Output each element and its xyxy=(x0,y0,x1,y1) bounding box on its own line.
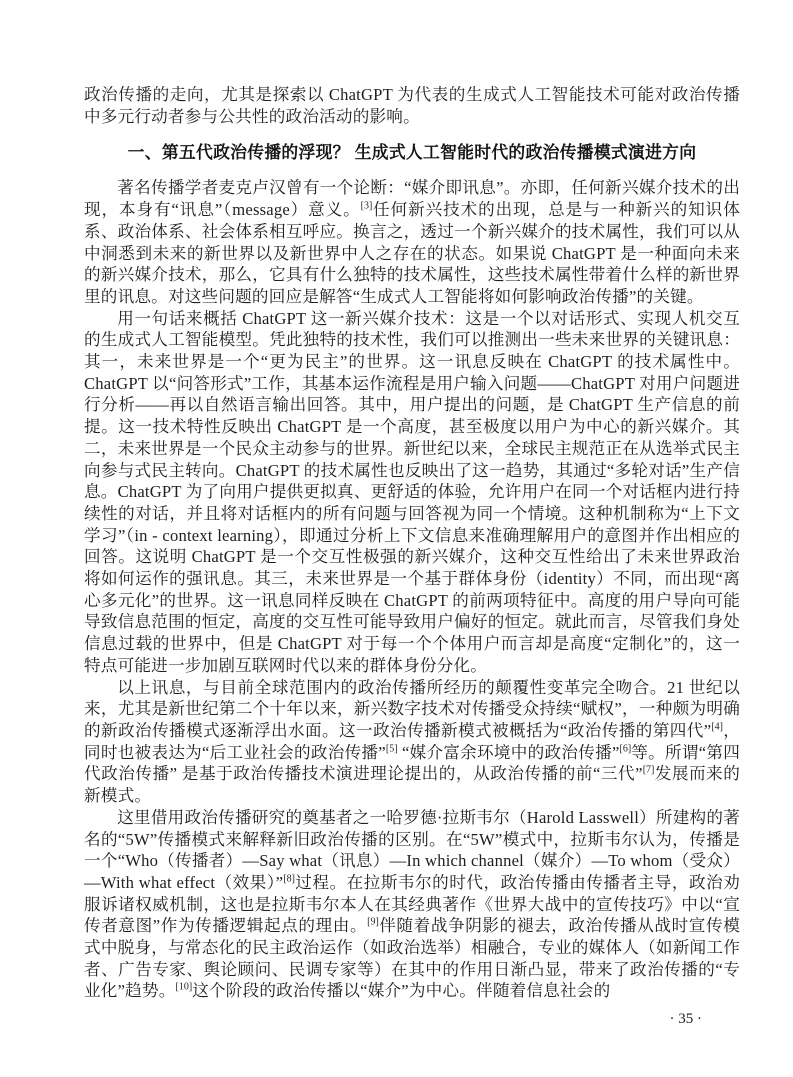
footnote-ref: [3] xyxy=(360,200,373,212)
paragraph: 用一句话来概括 ChatGPT 这一新兴媒介技术：这是一个以对话形式、实现人机交互的生成式人工智能模型。凭此独特的技术性，我们可以推测出一些未来世界的关键讯息：其一，未来世界是一个“更为民主”的世界。这一讯息反映在 ChatGPT 的技术属性中。ChatGPT 以“问答形式”工作，其基本运作流程是用户输入问题——ChatGPT 对用户问题进行分析——再以自然语言输出回答。其中，用户提出的问题，是 ChatGPT 生产信息的前提。这一技术特性反映出 ChatGPT 是一个高度，甚至极度以用户为中心的新兴媒介。其二，未来世界是一个民众主动参与的世界。新世纪以来，全球民主规范正在从选举式民主向参与式民主转向。ChatGPT 的技术属性也反映出了这一趋势，其通过“多轮对话”生产信息。ChatGPT 为了向用户提供更拟真、更舒适的体验，允许用户在同一个对话框内进行持续性的对话，并且将对话框内的所有问题与回答视为同一个情境。这种机制称为“上下文学习”（in - context learning），即通过分析上下文信息来准确理解用户的意图并作出相应的回答。这说明 ChatGPT 是一个交互性极强的新兴媒介，这种交互性给出了未来世界政治将如何运作的强讯息。其三，未来世界是一个基于群体身份（identity）不同，而出现“离心多元化”的世界。这一讯息同样反映在 ChatGPT 的前两项特征中。高度的用户导向可能导致信息范围的恒定，高度的交互性可能导致用户偏好的恒定。就此而言，尽管我们身处信息过载的世界中，但是 ChatGPT 对于每一个个体用户而言却是高度“定制化”的，这一特点可能进一步加剧互联网时代以来的群体身份分化。 xyxy=(84,308,740,675)
paragraph: 著名传播学者麦克卢汉曾有一个论断：“媒介即讯息”。亦即，任何新兴媒介技术的出现，本身有“讯息”（message）意义。[3]任何新兴技术的出现，总是与一种新兴的知识体系、政治体系、社会体系相互呼应。换言之，透过一个新兴媒介的技术属性，我们可以从中洞悉到未来的新世界以及新世界中人之存在的状态。如果说 ChatGPT 是一种面向未来的新兴媒介技术，那么，它具有什么独特的技术属性，这些技术属性带着什么样的新世界里的讯息。对这些问题的回应是解答“生成式人工智能将如何影响政治传播”的关键。 xyxy=(84,178,740,306)
footnote-ref: [4] xyxy=(711,721,723,733)
body-paragraphs xyxy=(84,177,740,1002)
page-number: · 35 · xyxy=(669,1011,702,1028)
footnote-ref: [10] xyxy=(175,981,193,993)
footnote-ref: [5] xyxy=(385,743,398,755)
paragraph: 以上讯息，与目前全球范围内的政治传播所经历的颠覆性变革完全吻合。21 世纪以来，尤其是新世纪第二个十年以来，新兴数字技术对传播受众持续“赋权”，一种颇为明确的新政治传播模式逐渐浮出水面。这一政治传播新模式被概括为“政治传播的第四代”[4]，同时也被表达为“后工业社会的政治传播”[5] “媒介富余环境中的政治传播”[6]等。所谓“第四代政治传播” 是基于政治传播技术演进理论提出的，从政治传播的前“三代”[7]发展而来的新模式。 xyxy=(84,677,741,806)
intro-continuation-paragraph: 政治传播的走向，尤其是探索以 ChatGPT 为代表的生成式人工智能技术可能对政治传播中多元行动者参与公共性的政治活动的影响。 xyxy=(84,85,740,126)
footnote-ref: [9] xyxy=(367,916,379,928)
footnote-ref: [8] xyxy=(283,873,295,885)
footnote-ref: [6] xyxy=(619,743,632,755)
footnote-ref: [7] xyxy=(642,764,655,776)
paragraph: 这里借用政治传播研究的奠基者之一哈罗德·拉斯韦尔（Harold Lasswell）所建构的著名的“5W”传播模式来解释新旧政治传播的区别。在“5W”模式中，拉斯韦尔认为，传播是一个“Who（传播者）—Say what（讯息）—In which channel（媒介）—To whom（受众）—With what effect（效果）”[8]过程。在拉斯韦尔的时代，政治传播由传播者主导，政治劝服诉诸权威机制，这也是拉斯韦尔本人在其经典著作《世界大战中的宣传技巧》中以“宣传者意图”作为传播逻辑起点的理由。[9]伴随着战争阴影的褪去，政治传播从战时宣传模式中脱身，与常态化的民主政治运作（如政治选举）相融合，专业的媒体人（如新闻工作者、广告专家、舆论顾问、民调专家等）在其中的作用日渐凸显，带来了政治传播的“专业化”趋势。[10]这个阶段的政治传播以“媒介”为中心。伴随着信息社会的 xyxy=(84,807,741,1001)
text-column xyxy=(84,84,740,1002)
section-heading: 一、第五代政治传播的浮现？ 生成式人工智能时代的政治传播模式演进方向 xyxy=(127,143,697,163)
